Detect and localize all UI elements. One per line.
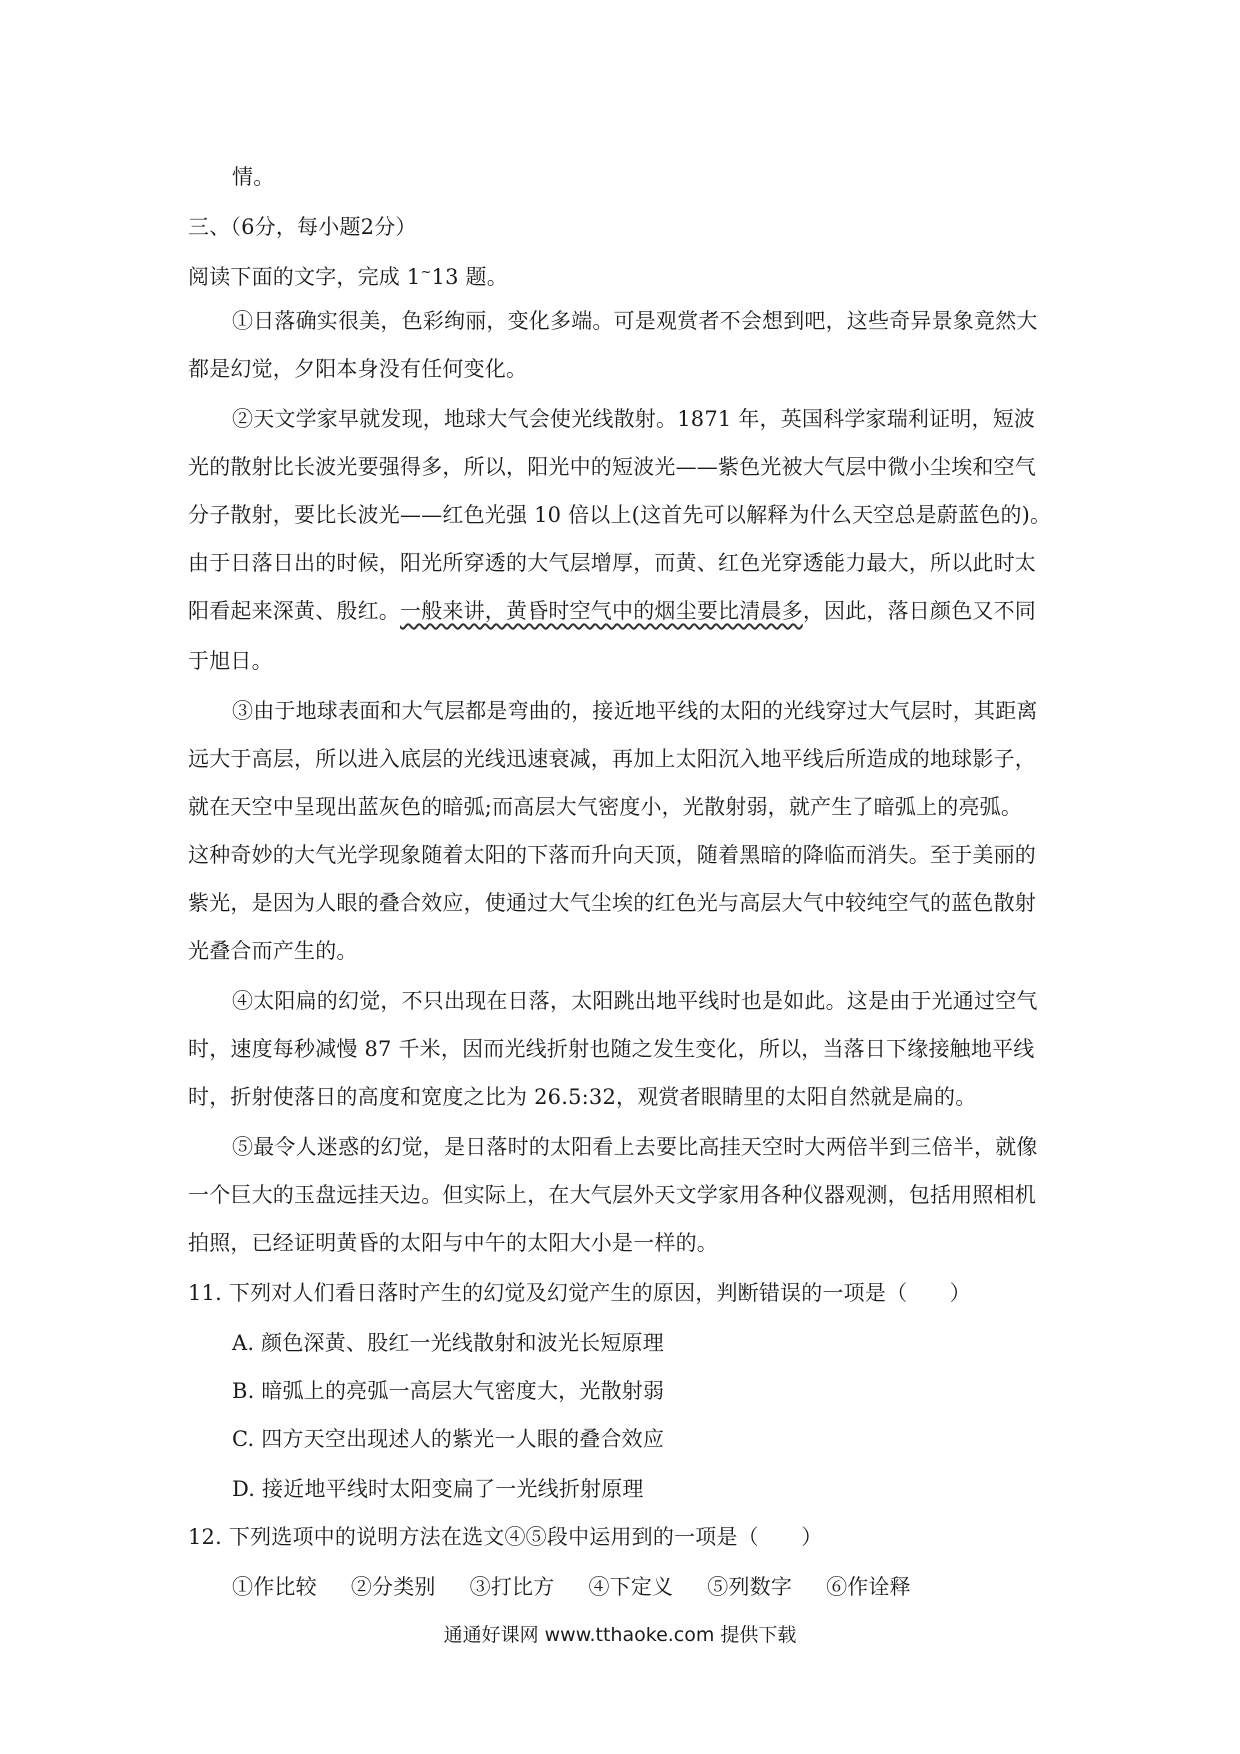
paragraph-5-line-1: ⑤最令人迷惑的幻觉，是日落时的太阳看上去要比高挂天空时大两倍半到三倍半，就像 [232,1135,1038,1159]
wavy-underlined-sentence: 一般来讲，黄昏时空气中的烟尘要比清晨多 [400,599,803,623]
paragraph-3-line-2: 远大于高层，所以进入底层的光线迅速衰减，再加上太阳沉入地平线后所造成的地球影子， [188,747,1036,771]
page-footer: 通通好课网 www.tthaoke.com 提供下载 [443,1624,797,1646]
method-option: ⑤列数字 [707,1575,793,1599]
paragraph-2-line-6: 于旭日。 [188,649,273,673]
method-option: ②分类别 [350,1575,436,1599]
paragraph-2-line-1: ②天文学家早就发现，地球大气会使光线散射。1871 年，英国科学家瑞利证明，短波 [232,407,1036,431]
paragraph-1-line-2: 都是幻觉，夕阳本身没有任何变化。 [188,357,528,381]
question-12-methods [232,1572,911,1602]
method-option: ④下定义 [588,1575,674,1599]
paragraph-4-line-3: 时，折射使落日的高度和宽度之比为 26.5:32，观赏者眼睛里的太阳自然就是扁的。 [188,1085,977,1109]
question-11-option-b: B. 暗弧上的亮弧一高层大气密度大，光散射弱 [232,1379,665,1403]
instruction-line [188,258,508,292]
paragraph-3-line-1: ③由于地球表面和大气层都是弯曲的，接近地平线的太阳的光线穿过大气层时，其距离 [232,699,1038,723]
question-11-option-a: A. 颜色深黄、股红一光线散射和波光长短原理 [232,1331,664,1355]
paragraph-2-line-2: 光的散射比长波光要强得多，所以，阳光中的短波光——紫色光被大气层中微小尘埃和空气 [188,455,1036,479]
paragraph-4-line-2: 时，速度每秒减慢 87 千米，因而光线折射也随之发生变化，所以，当落日下缘接触地平线 [188,1037,1035,1061]
question-12-stem: 12. 下列选项中的说明方法在选文④⑤段中运用到的一项是（ ） [188,1525,823,1549]
paragraph-4-line-1: ④太阳扁的幻觉，不只出现在日落，太阳跳出地平线时也是如此。这是由于光通过空气 [232,989,1038,1013]
paragraph-2-line-5 [188,596,1036,626]
paragraph-3-line-3: 就在天空中呈现出蓝灰色的暗弧;而高层大气密度小，光散射弱，就产生了暗弧上的亮弧。 [188,795,1023,819]
paragraph-3-line-6: 光叠合而产生的。 [188,939,358,963]
instruction-tilde: ~ [420,265,432,280]
method-option: ③打比方 [469,1575,555,1599]
question-11-option-c: C. 四方天空出现述人的紫光一人眼的叠合效应 [232,1427,665,1451]
method-option: ⑥作诠释 [826,1575,911,1599]
paragraph-2-line-4: 由于日落日出的时候，阳光所穿透的大气层增厚，而黄、红色光穿透能力最大，所以此时太 [188,551,1036,575]
paragraph-5-line-3: 拍照，已经证明黄昏的太阳与中午的太阳大小是一样的。 [188,1231,718,1255]
section-header: 三、（6分，每小题2分） [188,215,417,239]
paragraph-3-line-4: 这种奇妙的大气光学现象随着太阳的下落而升向天顶，随着黑暗的降临而消失。至于美丽的 [188,843,1036,867]
instruction-text-end: 13 题。 [431,265,508,289]
paragraph-3-line-5: 紫光，是因为人眼的叠合效应，使通过大气尘埃的红色光与高层大气中较纯空气的蓝色散射 [188,891,1036,915]
paragraph-2-line-5-start: 阳看起来深黄、殷红。 [188,599,400,623]
method-option: ①作比较 [232,1575,317,1599]
paragraph-5-line-2: 一个巨大的玉盘远挂天边。但实际上，在大气层外天文学家用各种仪器观测，包括用照相机 [188,1183,1036,1207]
instruction-text: 阅读下面的文字，完成 1 [188,265,421,289]
continued-line: 情。 [232,165,275,189]
question-11-option-d: D. 接近地平线时太阳变扁了一光线折射原理 [232,1477,644,1501]
paragraph-1-line-1: ①日落确实很美，色彩绚丽，变化多端。可是观赏者不会想到吧，这些奇异景象竟然大 [232,309,1038,333]
paragraph-2-line-3: 分子散射，要比长波光——红色光强 10 倍以上(这首先可以解释为什么天空总是蔚蓝色的)。 [188,503,1052,527]
paragraph-2-line-5-end: ，因此，落日颜色又不同 [802,599,1037,623]
question-11-stem: 11. 下列对人们看日落时产生的幻觉及幻觉产生的原因，判断错误的一项是（ ） [188,1281,971,1305]
